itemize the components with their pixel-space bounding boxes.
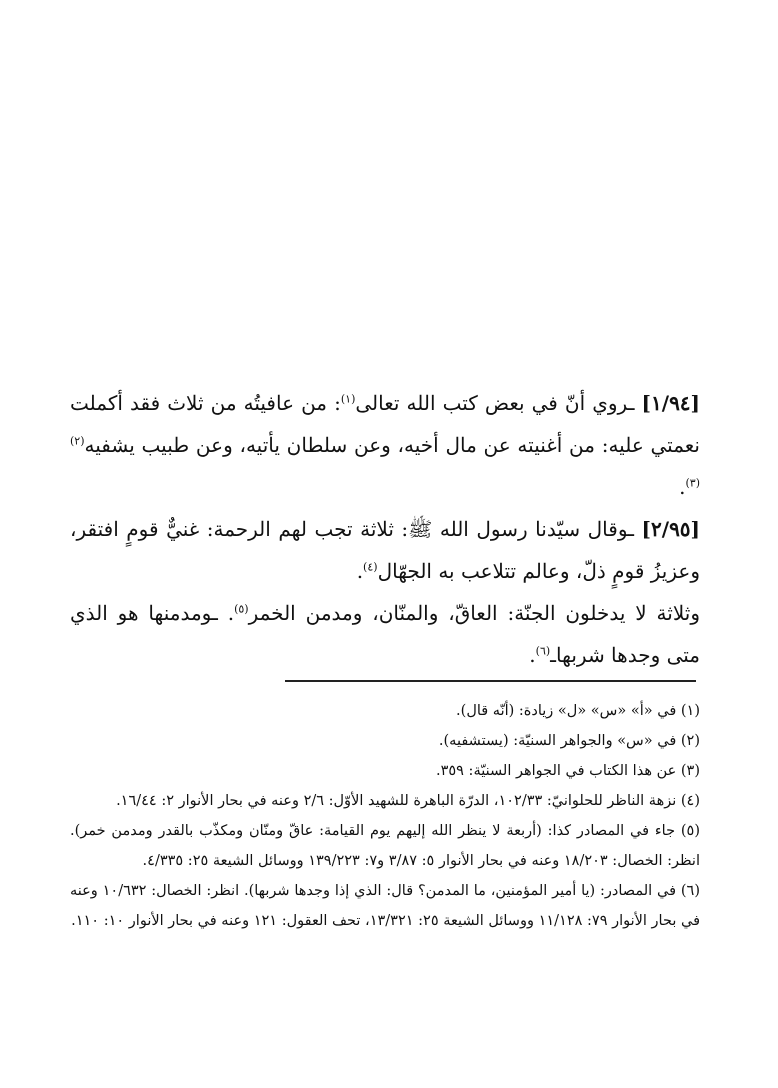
hadith-number: [١/٩٤]: [641, 391, 701, 415]
footnote-divider: [285, 680, 696, 682]
footnote-5: (٥) جاء في المصادر كذا: (أربعة لا ينظر الله إليهم يوم القيامة: عاقّ ومنّان ومكذّب بالقدر ومدمن خمر). انظر: الخصال: ١٨/٢٠٣ وعنه في بحار الأنوار ٥: ٣/٨٧ و٧: ١٣٩/٢٢٣ ووسائل الشيعة ٢٥: ٤/٣٣٥.: [70, 823, 700, 869]
footnote-ref[interactable]: (١): [340, 392, 356, 406]
footnote-ref[interactable]: (٥): [234, 602, 249, 616]
paragraph-text: .: [679, 475, 686, 499]
paragraph-text: وثلاثة لا يدخلون الجنّة: العاقّ، والمنّان، ومدمن الخمر: [248, 601, 700, 625]
paragraph-text: وقال سيّدنا رسول الله ﷺ: ثلاثة تجب لهم الرحمة: غنيٌّ قومٍ افتقر، وعزيزُ قومٍ ذلّ، وعالم تتلاعب به الجهّال: [70, 517, 700, 583]
footnote-ref[interactable]: (٦): [535, 644, 551, 658]
paragraph-3: [70, 592, 700, 676]
paragraph-text: روي أنّ في بعض كتب الله تعالى: [355, 391, 629, 415]
footnote-4: (٤) نزهة الناظر للحلوانيّ: ١٠٢/٣٣، الدرّة الباهرة للشهيد الأوّل: ٢/٦ وعنه في بحار الأنوار ٢: ١٦/٤٤.: [116, 793, 700, 809]
separator: ـ: [628, 517, 642, 541]
footnote-6: (٦) في المصادر: (يا أمير المؤمنين، ما المدمن؟ قال: الذي إذا وجدها شربها). انظر: الخصال: ١٠/٦٣٢ وعنه في بحار الأنوار ٧٩: ١١/١٢٨ ووسائل الشيعة ٢٥: ١٣/٣٢١، تحف العقول: ١٢١ وعنه في بحار الأنوار ١٠: ١١٠.: [70, 883, 700, 929]
footnote-2: (٢) في «س» والجواهر السنيّة: (يستشفيه).: [438, 733, 700, 749]
footnotes: [70, 696, 700, 936]
footnote-ref[interactable]: (٢)(٣): [70, 434, 700, 490]
separator: ـ: [628, 391, 642, 415]
footnote-3: (٣) عن هذا الكتاب في الجواهر السنيّة: ٣٥٩.: [435, 763, 700, 779]
paragraph-text: .: [529, 643, 536, 667]
main-text: [70, 382, 700, 676]
footnote-1: (١) في «أ» «س» «ل» زيادة: (أنّه قال).: [456, 703, 700, 719]
paragraph-text: .: [356, 559, 364, 583]
paragraph-2: [70, 508, 700, 592]
footnote-ref[interactable]: (٤): [363, 560, 378, 574]
hadith-number: [٢/٩٥]: [641, 517, 701, 541]
paragraph-1: [70, 382, 700, 508]
paragraph-text: . ـومدمنها هو الذي متى وجدها شربهاـ: [70, 601, 700, 667]
paragraph-text: : من عافيتُه من ثلاث فقد أكملت نعمتي عليه: من أغنيته عن مال أخيه، وعن سلطان يأتيه، وعن طبيب يشفيه: [70, 391, 700, 457]
